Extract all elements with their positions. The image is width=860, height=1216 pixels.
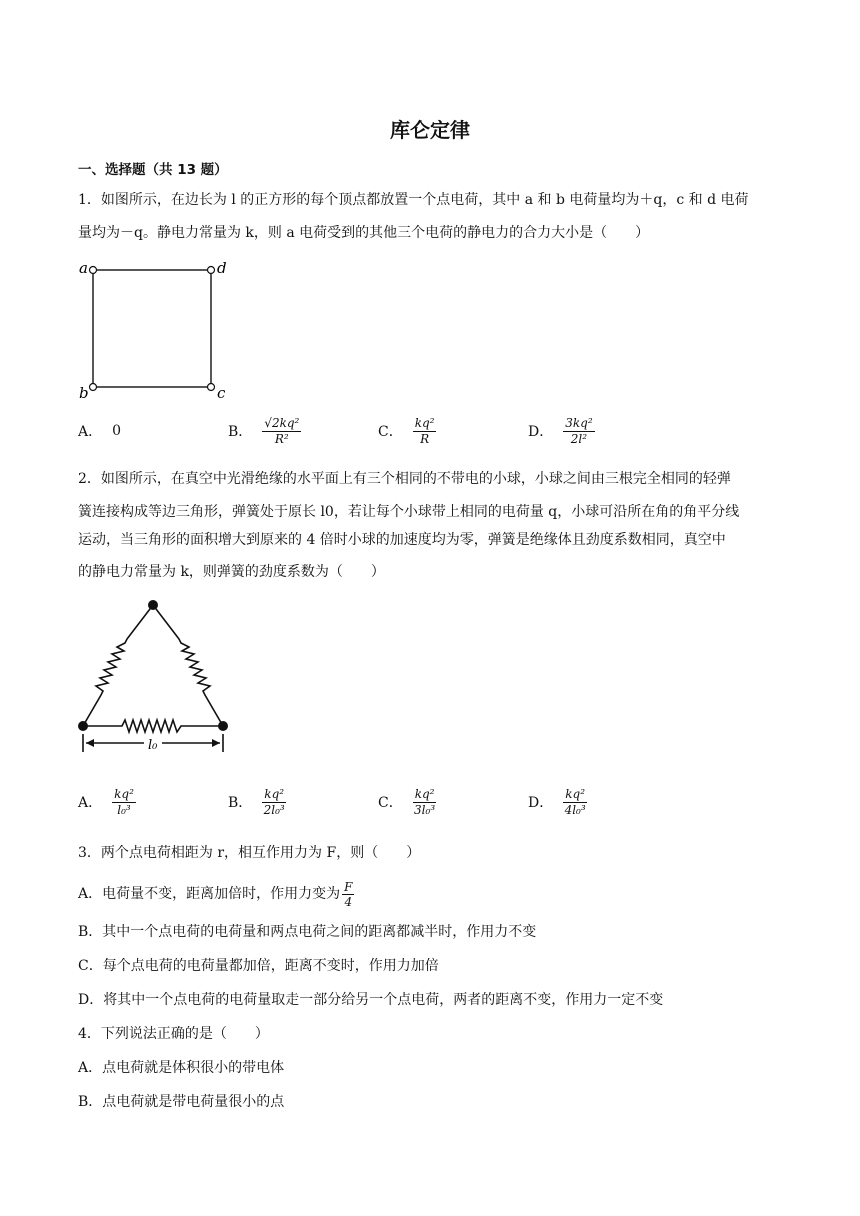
q2-stem-line3: 运动，当三角形的面积增大到原来的 4 倍时小球的加速度均为零，弹簧是绝缘体且劲度系数相同，真空中 bbox=[78, 532, 726, 548]
q4-option-a[interactable]: A．点电荷就是体积很小的带电体 bbox=[78, 1060, 285, 1076]
q1-option-b-fraction: $\frac{\text{√2kq²}}{\text{R²}}$ bbox=[264, 415, 300, 446]
q2-stem-line2: 簧连接构成等边三角形，弹簧处于原长 l0，若让每个小球带上相同的电荷量 q，小球可沿所在角的角平分线 bbox=[78, 504, 740, 520]
q1-option-d[interactable]: D． $\frac{\text{3kq²}}{\text{2l²}}$ bbox=[528, 415, 593, 446]
spring-right bbox=[153, 605, 223, 726]
q3-stem: 3．两个点电荷相距为 r，相互作用力为 F，则（ ） bbox=[78, 845, 421, 861]
charge-a bbox=[90, 267, 97, 274]
q1-option-c[interactable]: C． $\frac{\text{kq²}}{R}$ bbox=[378, 415, 435, 446]
q1-stem-line1: 1．如图所示，在边长为 l 的正方形的每个顶点都放置一个点电荷，其中 a 和 b 电荷量均为＋q，c 和 d 电荷 bbox=[78, 192, 749, 208]
q2-option-b[interactable]: B． $\frac{\text{kq²}}{\text{2l₀³}}$ bbox=[228, 786, 285, 817]
q1-option-a[interactable]: A． 0 bbox=[78, 423, 122, 440]
q2-option-d[interactable]: D． $\frac{\text{kq²}}{\text{4l₀³}}$ bbox=[528, 786, 586, 817]
dim-arrow-right bbox=[212, 739, 220, 747]
ball-right bbox=[218, 721, 228, 731]
q2-stem-line1: 2．如图所示，在真空中光滑绝缘的水平面上有三个相同的不带电的小球，小球之间由三根完全相同的轻弹 bbox=[78, 471, 731, 487]
q3-option-a-fraction: $\frac{F}{4}$ bbox=[344, 879, 353, 909]
q3-option-d[interactable]: D．将其中一个点电荷的电荷量取走一部分给另一个点电荷，两者的距离不变，作用力一定不变 bbox=[78, 992, 664, 1008]
q2-option-a-fraction: $\frac{\text{kq²}}{\text{l₀³}}$ bbox=[114, 786, 134, 817]
dim-arrow-left bbox=[86, 739, 94, 747]
q2-stem-line4: 的静电力常量为 k，则弹簧的劲度系数为（ ） bbox=[78, 564, 385, 580]
q2-option-c-fraction: $\frac{\text{kq²}}{\text{3l₀³}}$ bbox=[414, 786, 436, 817]
section-heading: 一、选择题（共 13 题） bbox=[78, 162, 228, 178]
q1-stem-line2: 量均为－q。静电力常量为 k，则 a 电荷受到的其他三个电荷的静电力的合力大小是（ ） bbox=[78, 225, 650, 241]
square-charges-figure bbox=[76, 256, 236, 404]
square-outline bbox=[93, 270, 211, 387]
charge-c bbox=[208, 384, 215, 391]
q4-option-b[interactable]: B．点电荷就是带电荷量很小的点 bbox=[78, 1094, 285, 1110]
q3-option-c[interactable]: C．每个点电荷的电荷量都加倍，距离不变时，作用力加倍 bbox=[78, 958, 439, 974]
ball-top bbox=[148, 600, 158, 610]
q2-options bbox=[78, 779, 798, 825]
label-a: a bbox=[79, 259, 88, 277]
label-b: b bbox=[79, 384, 89, 402]
q2-option-d-fraction: $\frac{\text{kq²}}{\text{4l₀³}}$ bbox=[564, 786, 586, 817]
length-label: l₀ bbox=[148, 738, 158, 753]
charge-d bbox=[208, 267, 215, 274]
q4-stem: 4．下列说法正确的是（ ） bbox=[78, 1026, 269, 1042]
q3-option-a[interactable]: A．电荷量不变，距离加倍时，作用力变为 $\frac{F}{4}$ bbox=[78, 879, 353, 909]
ball-left bbox=[78, 721, 88, 731]
label-d: d bbox=[217, 259, 227, 277]
q1-option-b[interactable]: B． $\frac{\text{√2kq²}}{\text{R²}}$ bbox=[228, 415, 300, 446]
spring-triangle-figure bbox=[74, 596, 244, 766]
q2-option-c[interactable]: C． $\frac{\text{kq²}}{\text{3l₀³}}$ bbox=[378, 786, 436, 817]
q1-option-d-fraction: $\frac{\text{3kq²}}{\text{2l²}}$ bbox=[565, 415, 593, 446]
charge-b bbox=[90, 384, 97, 391]
q3-option-b[interactable]: B．其中一个点电荷的电荷量和两点电荷之间的距离都减半时，作用力不变 bbox=[78, 924, 537, 940]
q2-option-a[interactable]: A． $\frac{\text{kq²}}{\text{l₀³}}$ bbox=[78, 786, 134, 817]
q1-option-c-fraction: $\frac{\text{kq²}}{R}$ bbox=[414, 415, 435, 446]
q1-options bbox=[78, 408, 798, 454]
label-c: c bbox=[217, 384, 226, 402]
spring-left bbox=[83, 605, 153, 726]
spring-bottom bbox=[83, 720, 223, 732]
page-title: 库仑定律 bbox=[390, 118, 470, 142]
q2-option-b-fraction: $\frac{\text{kq²}}{\text{2l₀³}}$ bbox=[263, 786, 285, 817]
